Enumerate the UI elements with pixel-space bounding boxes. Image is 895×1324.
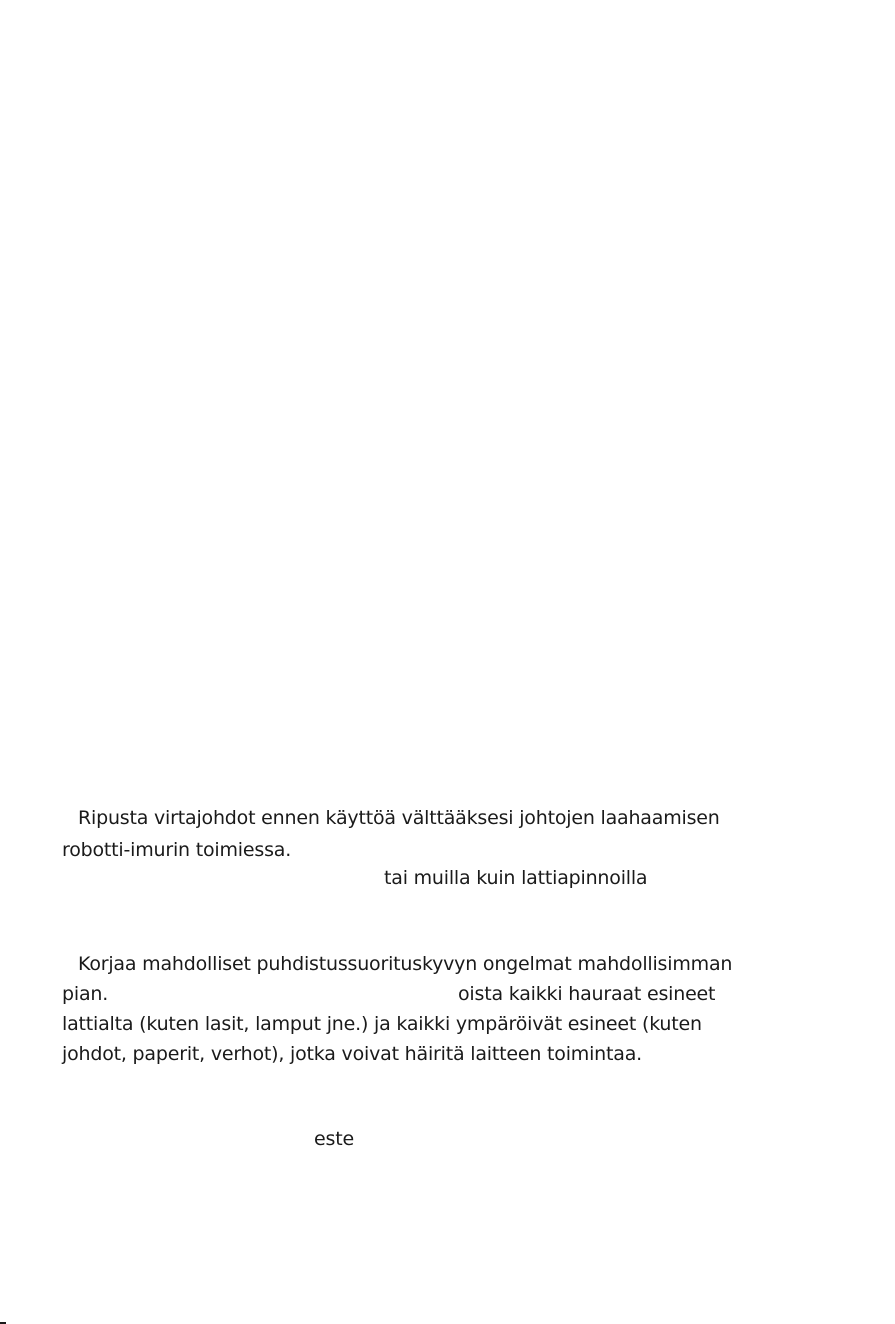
paragraph-2-line-3: lattialta (kuten lasit, lamput jne.) ja kaikki ympäröivät esineet (kuten xyxy=(62,1013,702,1035)
paragraph-1-line-2: robotti-imurin toimiessa. xyxy=(62,839,292,861)
paragraph-2-line-2b: oista kaikki hauraat esineet xyxy=(458,983,716,1005)
paragraph-1-line-3: tai muilla kuin lattiapinnoilla xyxy=(384,867,648,889)
paragraph-2-line-2a: pian. xyxy=(62,983,109,1005)
paragraph-2-line-1: Korjaa mahdolliset puhdistussuorituskyvyn ongelmat mahdollisimman xyxy=(78,953,733,975)
paragraph-2-line-4: johdot, paperit, verhot), jotka voivat häiritä laitteen toimintaa. xyxy=(62,1043,642,1065)
text-fragment-este: este xyxy=(314,1128,354,1150)
paragraph-1-line-1: Ripusta virtajohdot ennen käyttöä välttääksesi johtojen laahaamisen xyxy=(78,807,720,829)
